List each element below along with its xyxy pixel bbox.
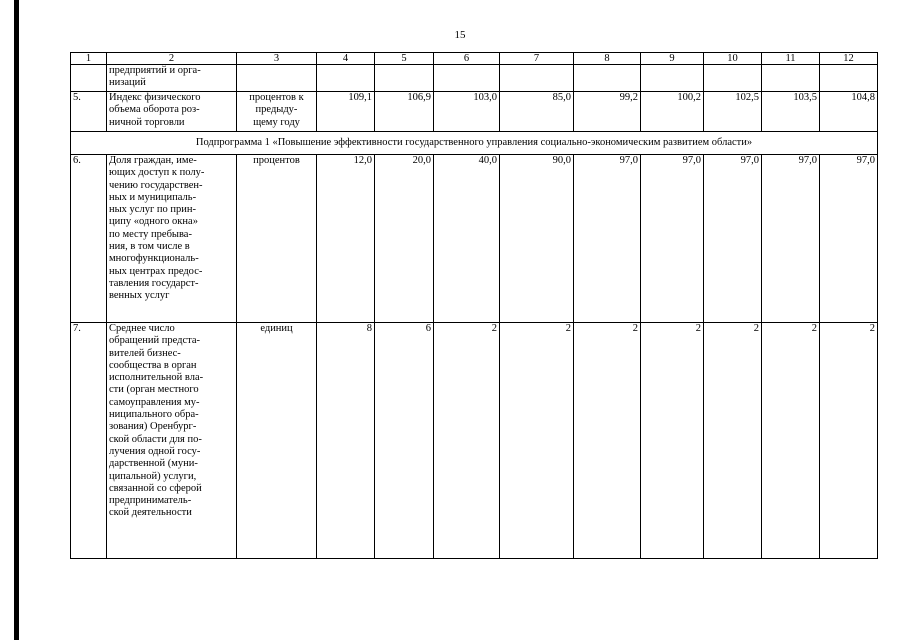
name-line: Доля граждан, име-: [109, 155, 197, 166]
value-cell: 109,1: [317, 92, 375, 132]
value-cell: 12,0: [317, 155, 375, 323]
name-line: обращений предста-: [109, 335, 200, 347]
indicator-table: [70, 52, 878, 559]
name-line: Индекс физического: [109, 92, 201, 103]
value-cell: 85,0: [500, 92, 574, 132]
value-cell: 97,0: [762, 155, 820, 323]
value-cell: 2: [704, 323, 762, 559]
subprogram-title: Подпрограмма 1 «Повышение эффективности государственного управления социально-экономическим развитием области»: [71, 132, 878, 155]
name-line: ципу «одного окна»: [109, 216, 198, 228]
value-cell: 97,0: [641, 155, 704, 323]
unit-cell: [237, 65, 317, 92]
row-number: 6.: [71, 155, 107, 323]
value-cell: 40,0: [434, 155, 500, 323]
value-cell: 2: [641, 323, 704, 559]
name-line: ющих доступ к полу-: [109, 167, 205, 179]
value-cell: [820, 65, 878, 92]
indicator-name-cell: [107, 92, 237, 132]
subprogram-row: [71, 132, 878, 155]
name-line: ных услуг по прин-: [109, 204, 196, 216]
name-line: объема оборота роз-: [109, 104, 200, 116]
unit-line: предыду-: [255, 104, 298, 116]
value-cell: [704, 65, 762, 92]
name-line: лучения одной госу-: [109, 445, 201, 457]
unit-line: процентов к: [249, 92, 304, 103]
value-cell: 97,0: [704, 155, 762, 323]
value-cell: 2: [762, 323, 820, 559]
unit-cell: процентов: [237, 155, 317, 323]
header-cell: 11: [762, 53, 820, 65]
value-cell: 103,5: [762, 92, 820, 132]
name-line: ципальной) услуги,: [109, 470, 197, 482]
name-line: вителей бизнес-: [109, 347, 181, 359]
name-line: предприниматель-: [109, 495, 192, 507]
name-line: низаций: [109, 77, 146, 89]
header-cell: 8: [574, 53, 641, 65]
indicator-row-7: [71, 323, 878, 559]
indicator-row-6: [71, 155, 878, 323]
name-line: ных и муниципаль-: [109, 191, 197, 203]
indicator-name-cell: [107, 65, 237, 92]
header-cell: 1: [71, 53, 107, 65]
name-line: ния, в том числе в: [109, 241, 190, 253]
value-cell: 104,8: [820, 92, 878, 132]
name-line: многофункциональ-: [109, 253, 199, 265]
header-cell: 12: [820, 53, 878, 65]
name-line: ской области для по-: [109, 433, 202, 445]
value-cell: 2: [434, 323, 500, 559]
name-line: самоуправления му-: [109, 396, 200, 408]
name-line: исполнительной вла-: [109, 372, 204, 384]
name-line: Среднее число: [109, 323, 175, 334]
value-cell: 99,2: [574, 92, 641, 132]
column-number-row: [71, 53, 878, 65]
name-line: ничной торговли: [109, 116, 185, 128]
row-number-cell: [71, 65, 107, 92]
scan-border: [14, 0, 19, 640]
value-cell: 20,0: [375, 155, 434, 323]
value-cell: [317, 65, 375, 92]
header-cell: 5: [375, 53, 434, 65]
value-cell: 106,9: [375, 92, 434, 132]
name-line: связанной со сферой: [109, 482, 202, 494]
row-number: 7.: [71, 323, 107, 559]
name-line: венных услуг: [109, 290, 170, 302]
indicator-name-cell: [107, 155, 237, 323]
header-cell: 4: [317, 53, 375, 65]
value-cell: [641, 65, 704, 92]
value-cell: [574, 65, 641, 92]
unit-cell: [237, 92, 317, 132]
value-cell: 2: [500, 323, 574, 559]
unit-cell: единиц: [237, 323, 317, 559]
value-cell: [762, 65, 820, 92]
value-cell: [375, 65, 434, 92]
value-cell: 100,2: [641, 92, 704, 132]
name-line: сообщества в орган: [109, 359, 197, 371]
indicator-row-5: [71, 92, 878, 132]
value-cell: 102,5: [704, 92, 762, 132]
value-cell: 97,0: [820, 155, 878, 323]
indicator-name-cell: [107, 323, 237, 559]
header-cell: 9: [641, 53, 704, 65]
value-cell: 6: [375, 323, 434, 559]
value-cell: 103,0: [434, 92, 500, 132]
name-line: по месту пребыва-: [109, 228, 192, 240]
name-line: ных центрах предос-: [109, 265, 203, 277]
continuation-row: [71, 65, 878, 92]
value-cell: 90,0: [500, 155, 574, 323]
unit-line: щему году: [253, 116, 300, 128]
header-cell: 3: [237, 53, 317, 65]
value-cell: 2: [574, 323, 641, 559]
name-line: зования) Оренбург-: [109, 421, 197, 433]
header-cell: 2: [107, 53, 237, 65]
name-line: ниципального обра-: [109, 409, 199, 421]
name-line: дарственной (муни-: [109, 458, 198, 470]
header-cell: 7: [500, 53, 574, 65]
header-cell: 6: [434, 53, 500, 65]
value-cell: [500, 65, 574, 92]
name-line: сти (орган местного: [109, 384, 199, 396]
value-cell: 97,0: [574, 155, 641, 323]
value-cell: [434, 65, 500, 92]
name-line: тавления государст-: [109, 277, 199, 289]
name-line: предприятий и орга-: [109, 65, 201, 76]
row-number: 5.: [71, 92, 107, 132]
value-cell: 2: [820, 323, 878, 559]
value-cell: 8: [317, 323, 375, 559]
name-line: ской деятельности: [109, 507, 192, 519]
header-cell: 10: [704, 53, 762, 65]
page-number: 15: [454, 29, 466, 41]
name-line: чению государствен-: [109, 179, 203, 191]
